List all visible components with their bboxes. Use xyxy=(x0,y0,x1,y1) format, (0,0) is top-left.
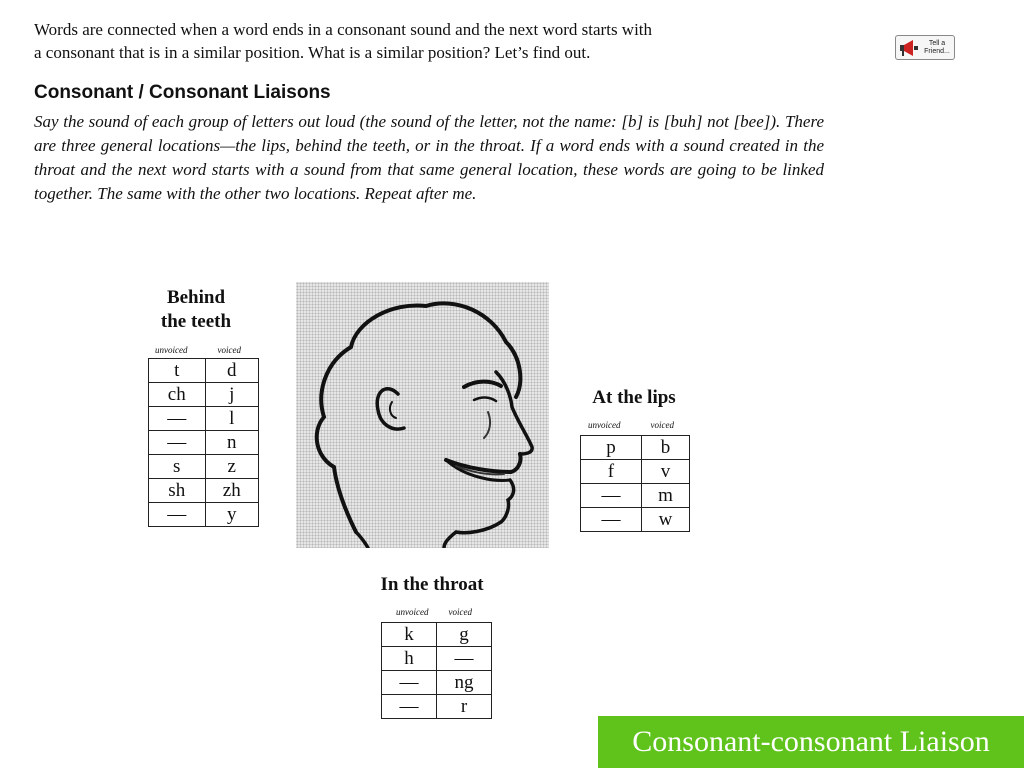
voiced-cell: w xyxy=(641,508,689,532)
voiced-cell: y xyxy=(205,503,259,527)
table-row xyxy=(581,460,690,484)
table-row xyxy=(382,671,492,695)
lips-sounds-table xyxy=(580,435,690,532)
intro-paragraph xyxy=(34,18,834,64)
unvoiced-cell: — xyxy=(382,671,437,695)
throat-title: In the throat xyxy=(380,574,484,595)
table-row xyxy=(149,359,259,383)
throat-group-title xyxy=(368,573,496,597)
lips-unvoiced-label: unvoiced xyxy=(588,420,621,430)
teeth-voiced-label: voiced xyxy=(217,345,241,355)
unvoiced-cell: — xyxy=(149,431,206,455)
unvoiced-cell: ch xyxy=(149,383,206,407)
unvoiced-cell: h xyxy=(382,647,437,671)
teeth-title-line-2: the teeth xyxy=(160,311,232,332)
voiced-cell: b xyxy=(641,436,689,460)
unvoiced-cell: p xyxy=(581,436,642,460)
unvoiced-cell: — xyxy=(581,508,642,532)
table-row xyxy=(581,484,690,508)
voiced-cell: m xyxy=(641,484,689,508)
intro-line-2: a consonant that is in a similar position. What is a similar position? Let’s find out. xyxy=(34,43,591,62)
lips-voiced-label: voiced xyxy=(650,420,674,430)
unvoiced-cell: s xyxy=(149,455,206,479)
unvoiced-cell: k xyxy=(382,623,437,647)
voiced-cell: zh xyxy=(205,479,259,503)
voiced-cell: n xyxy=(205,431,259,455)
voiced-cell: l xyxy=(205,407,259,431)
table-row xyxy=(149,383,259,407)
throat-unvoiced-label: unvoiced xyxy=(396,607,429,617)
voiced-cell: ng xyxy=(437,671,492,695)
teeth-column-labels xyxy=(155,345,241,355)
table-row xyxy=(149,431,259,455)
head-profile-illustration xyxy=(296,282,549,548)
table-row xyxy=(581,508,690,532)
tell-a-friend-button[interactable] xyxy=(895,35,955,60)
unvoiced-cell: — xyxy=(149,503,206,527)
unvoiced-cell: sh xyxy=(149,479,206,503)
table-row xyxy=(382,695,492,719)
slide-caption: Consonant-consonant Liaison xyxy=(598,716,1024,768)
voiced-cell: d xyxy=(205,359,259,383)
voiced-cell: j xyxy=(205,383,259,407)
table-row xyxy=(149,503,259,527)
voiced-cell: z xyxy=(205,455,259,479)
teeth-title-line-1: Behind xyxy=(166,287,226,308)
lips-title: At the lips xyxy=(592,387,676,408)
tell-a-friend-label: Tell a Friend... xyxy=(924,39,950,55)
teeth-unvoiced-label: unvoiced xyxy=(155,345,188,355)
unvoiced-cell: — xyxy=(581,484,642,508)
unvoiced-cell: f xyxy=(581,460,642,484)
teeth-group-title xyxy=(150,286,242,334)
table-row xyxy=(382,623,492,647)
throat-sounds-table xyxy=(381,622,492,719)
table-row xyxy=(149,407,259,431)
head-profile-drawing xyxy=(296,282,549,548)
teeth-sounds-table xyxy=(148,358,259,527)
unvoiced-cell: — xyxy=(149,407,206,431)
throat-voiced-label: voiced xyxy=(448,607,472,617)
voiced-cell: g xyxy=(437,623,492,647)
lips-column-labels xyxy=(588,420,674,430)
voiced-cell: — xyxy=(437,647,492,671)
instructions-paragraph: Say the sound of each group of letters out loud (the sound of the letter, not the name: [b] is [buh] not [bee]). There are three general locations—the lips, behind the teeth, or in the throat. If a word ends with a sound created in the throat and the next word starts with a sound from that same general location, these words are going to be linked together. The same with the other two locations. Repeat after me. xyxy=(34,112,824,203)
table-row xyxy=(149,455,259,479)
table-row xyxy=(581,436,690,460)
unvoiced-cell: — xyxy=(382,695,437,719)
voiced-cell: r xyxy=(437,695,492,719)
lips-group-title xyxy=(578,386,690,410)
table-row xyxy=(382,647,492,671)
voiced-cell: v xyxy=(641,460,689,484)
table-row xyxy=(149,479,259,503)
intro-line-1: Words are connected when a word ends in a consonant sound and the next word starts with xyxy=(34,20,653,39)
throat-column-labels xyxy=(396,607,472,617)
section-heading: Consonant / Consonant Liaisons xyxy=(34,82,331,103)
megaphone-icon xyxy=(899,39,919,57)
unvoiced-cell: t xyxy=(149,359,206,383)
